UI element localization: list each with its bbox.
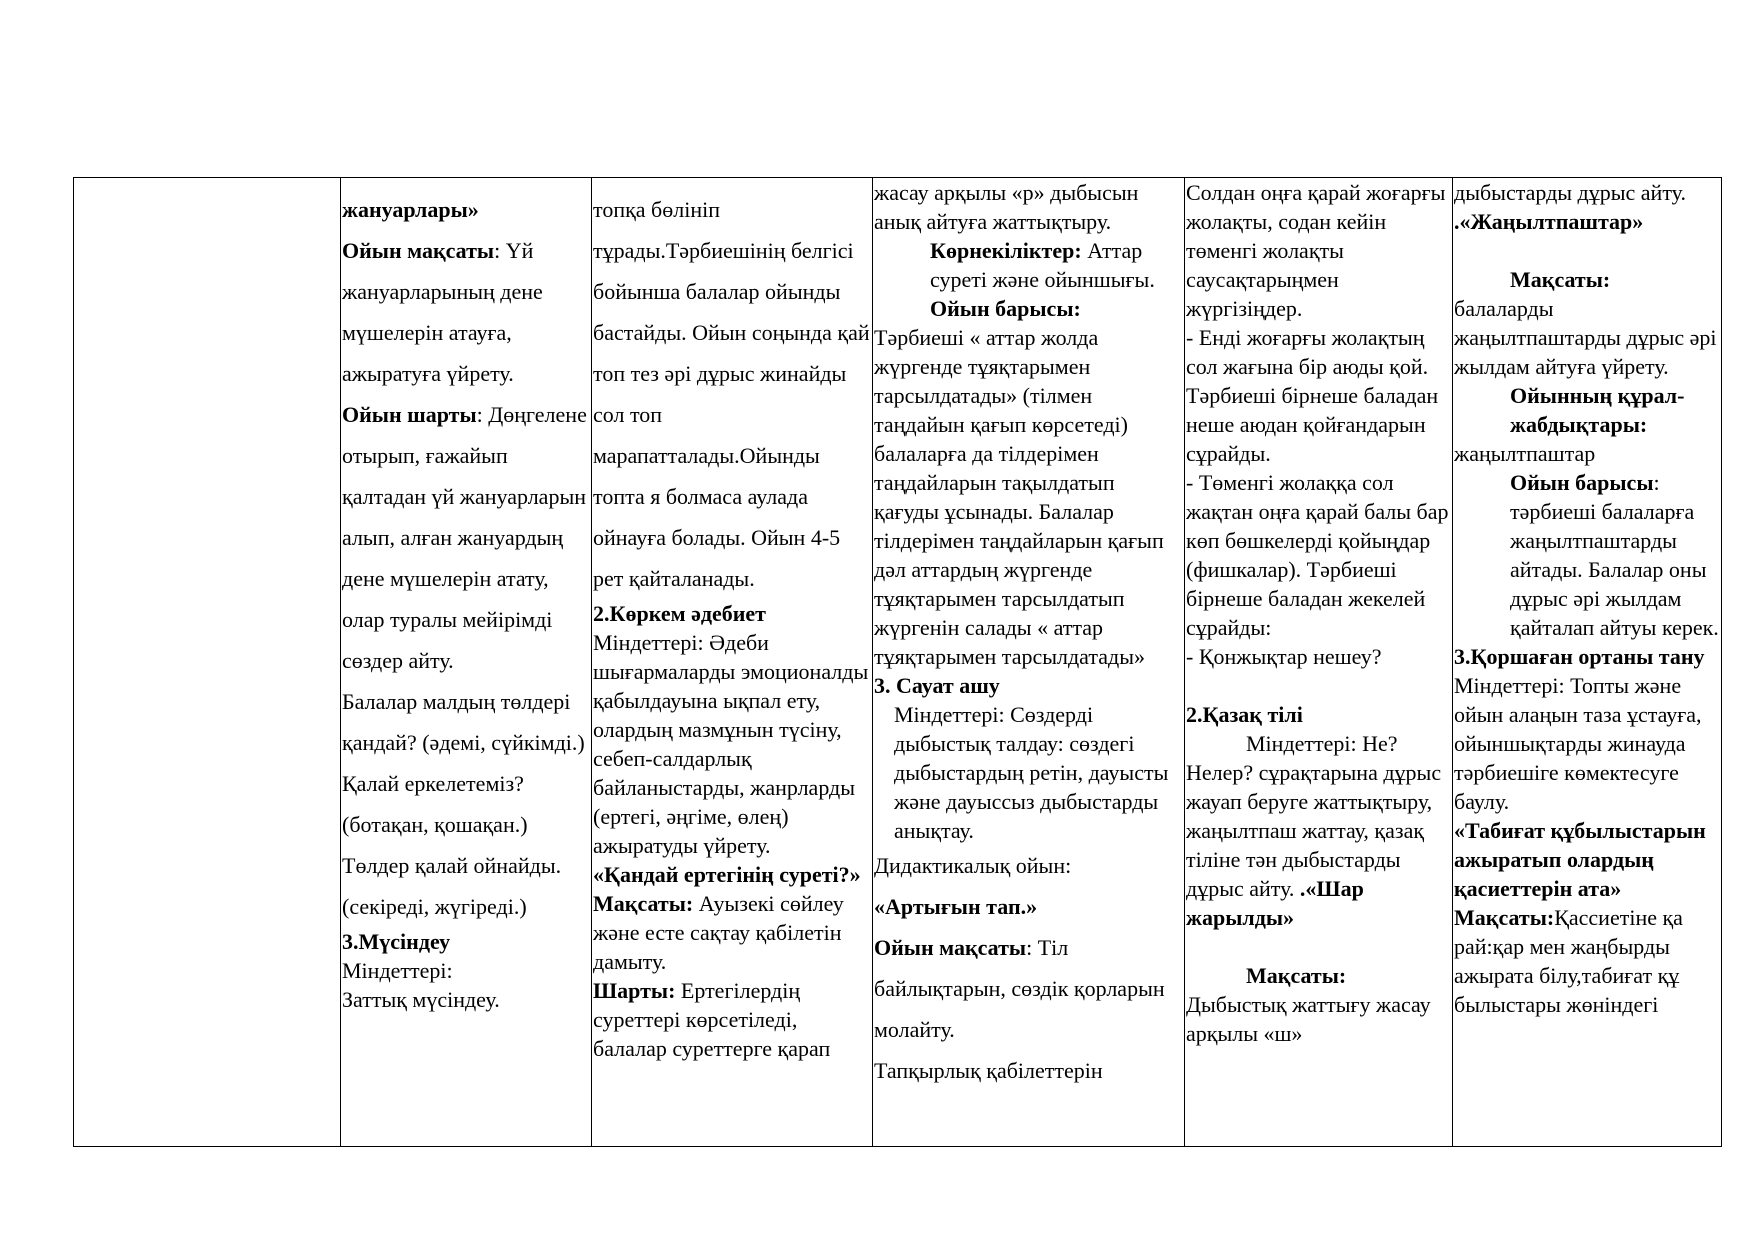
cell-text-block <box>593 599 871 1063</box>
cell-text-block <box>1186 178 1451 1048</box>
column-divider <box>872 178 873 1146</box>
table-cell-empty <box>74 178 339 1146</box>
paragraph: жасау арқылы «р» дыбысын анық айтуға жаттықтыру. <box>874 180 1139 234</box>
section-heading: 2.Көркем әдебиет <box>593 601 766 626</box>
paragraph <box>593 976 871 1063</box>
paragraph <box>1186 729 1451 932</box>
game-title: «Табиғат құбылыстарын ажыратып олардың қасиеттерін ата» <box>1454 818 1706 901</box>
paragraph: Төлдер қалай ойнайды. (секіреді, жүгіреді.) <box>342 853 562 919</box>
paragraph: Міндеттері: Әдеби шығармаларды эмоционалды қабылдауына ықпал ету, олардың мазмұнын түсіну, себеп-салдарлық байланыстарды, жанрларды (ертегі, әңгіме, өлең) ажыратуды үйрету. <box>593 630 869 858</box>
game-title: .«Шар жарылды» <box>1186 876 1364 930</box>
table-cell-col6 <box>1454 178 1720 1146</box>
paragraph: Солдан оңға қарай жоғарғы жолақты, содан кейін төменгі жолақты саусақтарыңмен жүргізіңдер. <box>1186 180 1446 321</box>
paragraph <box>342 230 590 394</box>
paragraph: Қалай еркелетеміз? (ботақан, қошақан.) <box>342 771 528 837</box>
table-cell-col5 <box>1186 178 1451 1146</box>
paragraph <box>593 889 871 976</box>
paragraph <box>874 927 1183 1050</box>
paragraph: - Енді жоғарғы жолақтың сол жағына бір аюды қой. Тәрбиеші бірнеше баладан неше аюдан қойғандарын сұрайды. <box>1186 325 1439 466</box>
column-divider <box>340 178 341 1146</box>
paragraph: Тәрбиеші « аттар жолда жүргенде тұяқтарымен тарсылдатады» (тілмен таңдайын қағып көрсетеді) балаларға да тілдерімен таңдайларын тақылдатып қағуды ұсынады. Балалар тілдерімен таңдайларын қағып дәл аттардың жүргенде тұяқтарымен тарсылдатып жүргенін салады « аттар тұяқтарымен тарсылдатады» <box>874 325 1164 669</box>
text: : тәрбиеші балаларға жаңылтпаштарды айтады. Балалар оны дұрыс әрі жылдам қайталап айтуы керек. <box>1510 470 1719 640</box>
cell-text-block <box>342 189 590 927</box>
table-cell-col4 <box>874 178 1183 1146</box>
bold-label: Ойын шарты <box>342 402 477 427</box>
game-title: «Артығын тап.» <box>874 894 1038 919</box>
cell-text-block <box>1454 178 1720 1019</box>
paragraph-heading: Мақсаты: <box>1246 963 1347 988</box>
paragraph: жаңылтпаштар <box>1454 441 1596 466</box>
cell-text-block <box>342 927 590 1014</box>
paragraph: Дидактикалық ойын: <box>874 853 1072 878</box>
bold-label: Ойын мақсаты <box>874 935 1027 960</box>
paragraph: Тапқырлық қабілеттерін <box>874 1058 1103 1083</box>
bold-label: Мақсаты: <box>593 891 694 916</box>
cell-text-block <box>874 178 1183 845</box>
paragraph: - Төменгі жолаққа сол жақтан оңға қарай балы бар көп бөшкелерді қойыңдар (фишкалар). Тәрбиеші бірнеше баладан жекелей сұрайды: <box>1186 470 1449 640</box>
bold-label: Ойын барысы <box>1510 470 1654 495</box>
paragraph: балаларды жаңылтпаштарды дұрыс әрі жылдам айтуға үйрету. <box>1454 296 1717 379</box>
game-title: «Қандай ертегінің суреті?» <box>593 862 861 887</box>
game-title: .«Жаңылтпаштар» <box>1454 209 1644 234</box>
paragraph: Міндеттері: <box>342 958 453 983</box>
spacer <box>1186 932 1451 961</box>
paragraph-heading: Ойын барысы: <box>930 296 1081 321</box>
text: Аттар суреті және ойыншығы. <box>930 238 1155 292</box>
column-divider <box>1184 178 1185 1146</box>
bold-label: Көрнекіліктер: <box>930 238 1082 263</box>
bold-label: Ойын мақсаты <box>342 238 495 263</box>
section-heading: 3.Мүсіндеу <box>342 929 451 954</box>
paragraph: жануарлары» <box>342 197 479 222</box>
cell-text-block <box>874 845 1183 1091</box>
paragraph <box>874 236 1183 294</box>
paragraph: - Қонжықтар нешеу? <box>1186 644 1382 669</box>
paragraph: топқа бөлініп тұрады.Тәрбиешінің белгісі бойынша балалар ойынды бастайды. Ойын соңында қай топ тез әрі дұрыс жинайды сол топ марапатталады.Ойынды топта я болмаса аулада ойнауға болады. Ойын 4-5 рет қайталанады. <box>593 197 870 591</box>
paragraph: Балалар малдың төлдері қандай? (әдемі, сүйкімді.) <box>342 689 585 755</box>
paragraph-heading: Ойынның құрал-жабдықтары: <box>1510 383 1685 437</box>
text: Ертегілердің суреттері көрсетіледі, балалар суреттерге қарап <box>593 978 831 1061</box>
paragraph: Міндеттері: Топты және ойын алаңын таза ұстауға, ойыншықтарды жинауда тәрбиешіге көмектесуге баулу. <box>1454 673 1702 814</box>
text: : Тіл байлықтарын, сөздік қорларын молайту. <box>874 935 1165 1042</box>
text: Қассиетіне қа рай:қар мен жаңбырды ажырата білу,табиғат құ былыстары жөніндегі <box>1454 905 1683 1017</box>
paragraph-heading: Мақсаты: <box>1510 267 1611 292</box>
lesson-plan-table <box>73 177 1722 1147</box>
section-heading: 3. Сауат ашу <box>874 673 1000 698</box>
paragraph <box>1454 903 1720 1019</box>
table-cell-col2 <box>342 189 590 1146</box>
paragraph <box>342 394 590 681</box>
text: Ауызекі сөйлеу және есте сақтау қабілетін дамыту. <box>593 891 844 974</box>
paragraph: Заттық мүсіндеу. <box>342 987 500 1012</box>
cell-text-block <box>593 189 871 599</box>
text: : Үй жануарларының дене мүшелерін атауға, ажыратуға үйрету. <box>342 238 543 386</box>
paragraph: Дыбыстық жаттығу жасау арқылы «ш» <box>1186 992 1431 1046</box>
text: : Дөңгелене отырып, ғажайып қалтадан үй жануарларын алып, алған жануардың дене мүшелерін атату, олар туралы мейірімді сөздер айту. <box>342 402 587 673</box>
bold-label: Шарты: <box>593 978 676 1003</box>
text: Міндеттері: Не? Нелер? сұрақтарына дұрыс жауап беруге жаттықтыру, жаңылтпаш жаттау, қазақ тіліне тән дыбыстарды дұрыс айту. <box>1186 731 1442 901</box>
paragraph: Міндеттері: Сөздерді дыбыстық талдау: сөздегі дыбыстардың ретін, дауысты және дауыссыз дыбыстарды анықтау. <box>894 702 1169 843</box>
column-divider <box>1452 178 1453 1146</box>
spacer <box>1186 671 1451 700</box>
section-heading: 2.Қазақ тілі <box>1186 702 1303 727</box>
spacer <box>1454 236 1720 265</box>
section-heading: 3.Қоршаған ортаны тану <box>1454 644 1705 669</box>
paragraph <box>1454 468 1720 642</box>
paragraph: дыбыстарды дұрыс айту. <box>1454 180 1686 205</box>
column-divider <box>591 178 592 1146</box>
bold-label: Мақсаты: <box>1454 905 1555 930</box>
table-cell-col3 <box>593 189 871 1146</box>
